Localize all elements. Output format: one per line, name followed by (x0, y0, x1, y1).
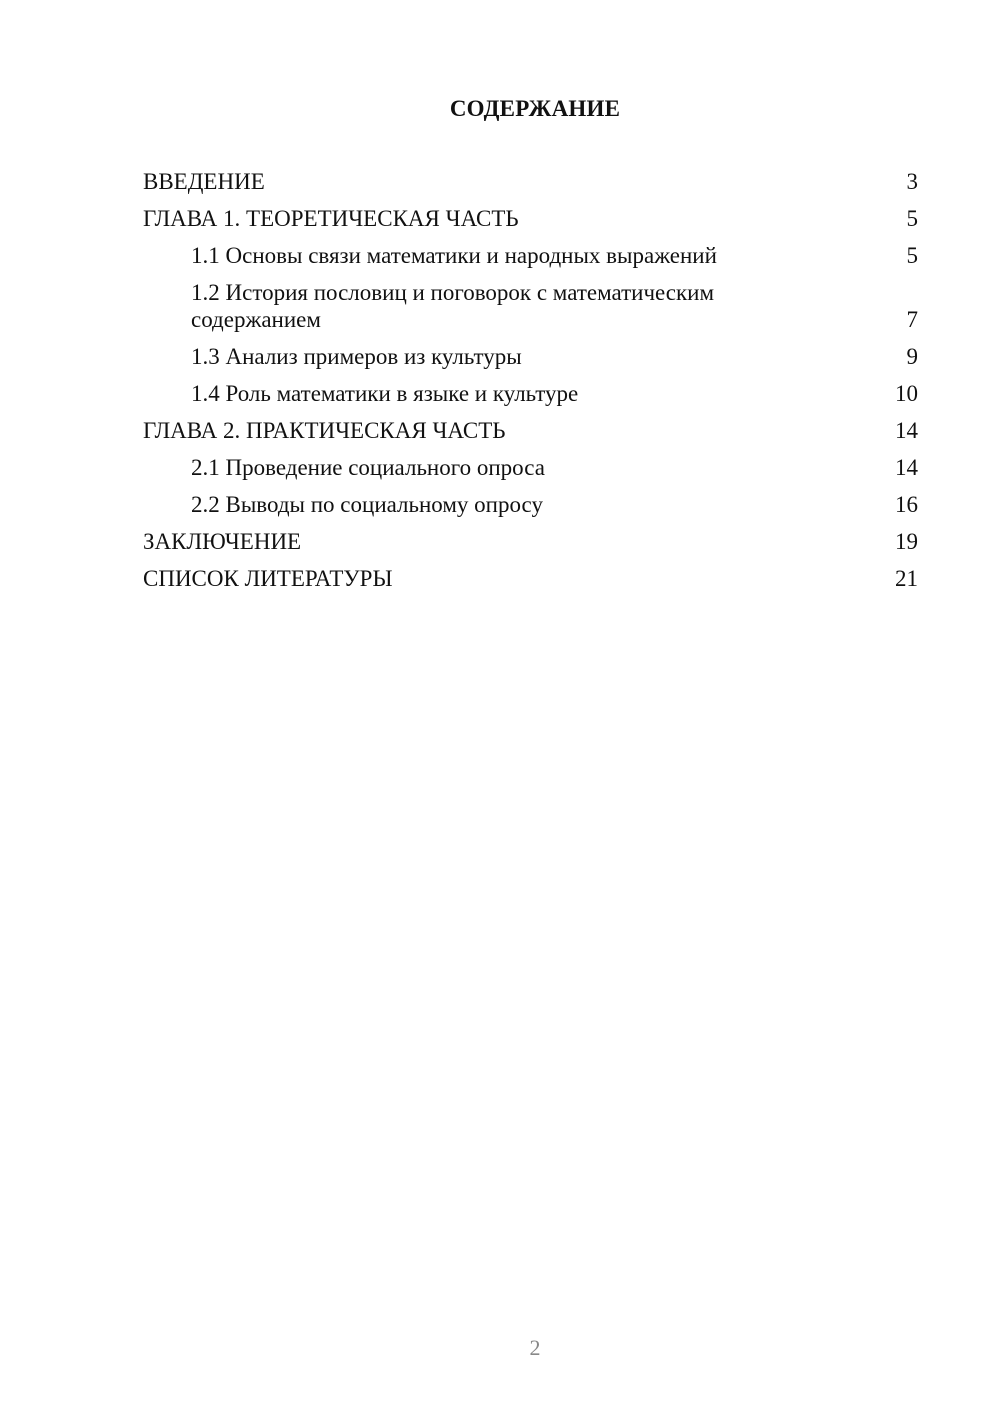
toc-entry-page: 21 (895, 566, 918, 591)
toc-entry-page: 14 (895, 418, 918, 443)
toc-entry-label: ГЛАВА 2. ПРАКТИЧЕСКАЯ ЧАСТЬ (143, 418, 506, 443)
toc-entry-chapter-1 (143, 205, 918, 232)
page-number: 2 (529, 1335, 541, 1360)
toc-entry-section-2-2 (143, 491, 918, 518)
toc-entry-label: СПИСОК ЛИТЕРАТУРЫ (143, 566, 393, 591)
toc-entry-label: 1.2 История пословиц и поговорок с математическим содержанием (191, 280, 720, 332)
toc-entry-section-1-3 (143, 343, 918, 370)
toc-entry-page: 5 (906, 243, 918, 268)
table-of-contents (143, 168, 918, 602)
toc-entry-chapter-2 (143, 417, 918, 444)
toc-entry-page: 10 (895, 381, 918, 406)
toc-entry-label: 2.2 Выводы по социальному опросу (191, 492, 543, 517)
toc-entry-page: 5 (906, 206, 918, 231)
toc-entry-page: 9 (906, 344, 918, 369)
toc-entry-label: 2.1 Проведение социального опроса (191, 455, 545, 480)
toc-entry-label: ГЛАВА 1. ТЕОРЕТИЧЕСКАЯ ЧАСТЬ (143, 206, 519, 231)
toc-entry-label: 1.1 Основы связи математики и народных выражений (191, 243, 717, 268)
toc-entry-conclusion (143, 528, 918, 555)
toc-entry-page: 14 (895, 455, 918, 480)
toc-entry-label: ЗАКЛЮЧЕНИЕ (143, 529, 302, 554)
toc-entry-introduction (143, 168, 918, 195)
toc-entry-label: 1.3 Анализ примеров из культуры (191, 344, 522, 369)
toc-entry-references (143, 565, 918, 592)
toc-entry-label: 1.4 Роль математики в языке и культуре (191, 381, 579, 406)
toc-entry-page: 3 (906, 169, 918, 194)
toc-entry-section-2-1 (143, 454, 918, 481)
toc-entry-label: ВВЕДЕНИЕ (143, 169, 265, 194)
toc-entry-page: 16 (895, 492, 918, 517)
toc-entry-section-1-2 (143, 279, 918, 333)
toc-entry-section-1-1 (143, 242, 918, 269)
toc-entry-page: 19 (895, 529, 918, 554)
toc-entry-page: 7 (906, 307, 918, 332)
page-title: СОДЕРЖАНИЕ (449, 96, 621, 121)
toc-entry-section-1-4 (143, 380, 918, 407)
